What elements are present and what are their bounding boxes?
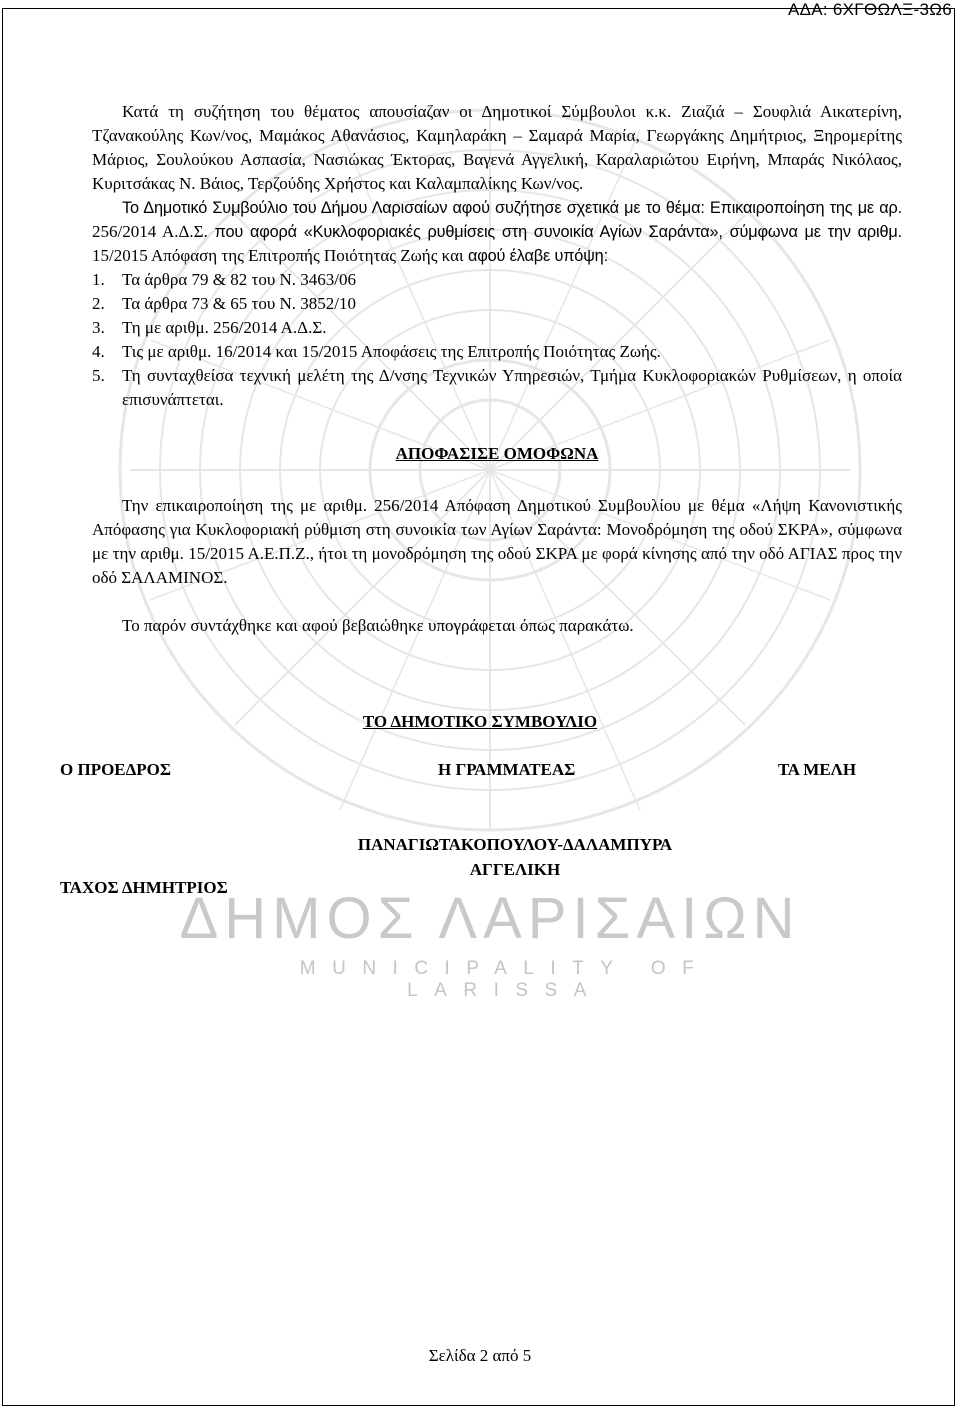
secretary-name-line2: ΑΓΓΕΛΙΚΗ	[469, 860, 561, 879]
signature-labels-row	[60, 760, 860, 786]
president-name: ΤΑΧΟΣ ΔΗΜΗΤΡΙΟΣ	[60, 878, 228, 897]
intro-text-2: 256/2014 Α.Δ.Σ.	[92, 222, 208, 241]
considerations-list	[92, 268, 902, 412]
list-item	[92, 340, 902, 364]
list-item-text: Τη με αριθμ. 256/2014 Α.Δ.Σ.	[122, 318, 327, 337]
council-signature-title: ΤΟ ΔΗΜΟΤΙΚΟ ΣΥΜΒΟΥΛΙΟ	[362, 712, 598, 731]
list-item-text: Τα άρθρα 79 & 82 του Ν. 3463/06	[122, 270, 357, 289]
ada-code: ΑΔΑ: 6ΧΓΘΩΛΞ-3Ω6	[787, 0, 952, 19]
intro-text-4: 15/2015 Απόφαση της Επιτροπής Ποιότητας Ζωής και	[92, 246, 464, 265]
list-item-number: 4.	[92, 342, 105, 361]
members-label: ΤΑ ΜΕΛΗ	[778, 760, 857, 779]
decision-paragraph: Την επικαιροποίηση της με αριθμ. 256/2014 Απόφαση Δημοτικού Συμβουλίου με θέμα «Λήψη Κανονιστικής Απόφασης για Κυκλοφοριακή ρύθμιση στη συνοικία των Αγίων Σαράντα: Μονοδρόμηση της οδού ΣΚΡΑ», σύμφωνα με την αριθμ. 15/2015 Α.Ε.Π.Ζ., ήτοι τη μονοδρόμηση της οδού ΣΚΡΑ με φορά κίνησης από την οδό ΑΓΙΑΣ προς την οδό ΣΑΛΑΜΙΝΟΣ.	[92, 496, 902, 587]
decision-heading: ΑΠΟΦΑΣΙΣΕ ΟΜΟΦΩΝΑ	[395, 444, 599, 463]
list-item	[92, 316, 902, 340]
council-intro-paragraph	[92, 196, 902, 268]
watermark-subtitle: MUNICIPALITY OF LARISSA	[299, 958, 711, 1001]
intro-text-1: Το Δημοτικό Συμβούλιο του Δήμου Λαρισαίων αφού συζήτησε σχετικά με το θέμα: Επικαιροποίηση της με αρ.	[122, 199, 902, 217]
absentees-paragraph: Κατά τη συζήτηση του θέματος απουσίαζαν οι Δημοτικοί Σύμβουλοι κ.κ. Ζιαζιά – Σουφλιά Αικατερίνη, Τζανακούλης Κων/νος, Μαμάκος Αθανάσιος, Καμηλαράκη – Σαμαρά Μαρία, Γεωργάκης Δημήτριος, Ξηρομερίτης Μάριος, Σουλούκου Ασπασία, Νασιώκας Έκτορας, Βαγενά Αγγελική, Καραλαριώτου Ειρήνη, Μπαράς Νικόλαος, Κυριτσάκας Ν. Βάιος, Τερζούδης Χρήστος και Καλαμπαλίκης Κων/νος.	[92, 102, 902, 193]
intro-text-3: που αφορά «Κυκλοφοριακές ρυθμίσεις στη συνοικία Αγίων Σαράντα», σύμφωνα με την αριθμ.	[207, 223, 902, 241]
list-item-number: 2.	[92, 294, 105, 313]
intro-text-5: αφού έλαβε υπόψη:	[463, 247, 608, 265]
list-item-text: Τις με αριθμ. 16/2014 και 15/2015 Αποφάσεις της Επιτροπής Ποιότητας Ζωής.	[122, 342, 661, 361]
secretary-name	[300, 832, 730, 882]
list-item	[92, 268, 902, 292]
list-item-number: 3.	[92, 318, 105, 337]
document-body	[92, 100, 902, 638]
list-item-text: Τη συνταχθείσα τεχνική μελέτη της Δ/νσης Τεχνικών Υπηρεσιών, Τμήμα Κυκλοφοριακών Ρυθμίσεων, η οποία επισυνάπτεται.	[122, 366, 902, 409]
secretary-name-line1: ΠΑΝΑΓΙΩΤΑΚΟΠΟΥΛΟΥ-ΔΑΛΑΜΠΥΡΑ	[357, 835, 673, 854]
page-indicator: Σελίδα 2 από 5	[428, 1346, 532, 1365]
list-item-number: 5.	[92, 366, 105, 385]
watermark-title: ΔΗΜΟΣ ΛΑΡΙΣΑΙΩΝ	[179, 886, 801, 951]
closing-paragraph: Το παρόν συντάχθηκε και αφού βεβαιώθηκε υπογράφεται όπως παρακάτω.	[122, 616, 634, 635]
list-item	[92, 364, 902, 412]
president-label: Ο ΠΡΟΕΔΡΟΣ	[60, 760, 172, 779]
list-item	[92, 292, 902, 316]
list-item-number: 1.	[92, 270, 105, 289]
secretary-label: Η ΓΡΑΜΜΑΤΕΑΣ	[438, 760, 576, 779]
list-item-text: Τα άρθρα 73 & 65 του Ν. 3852/10	[122, 294, 357, 313]
